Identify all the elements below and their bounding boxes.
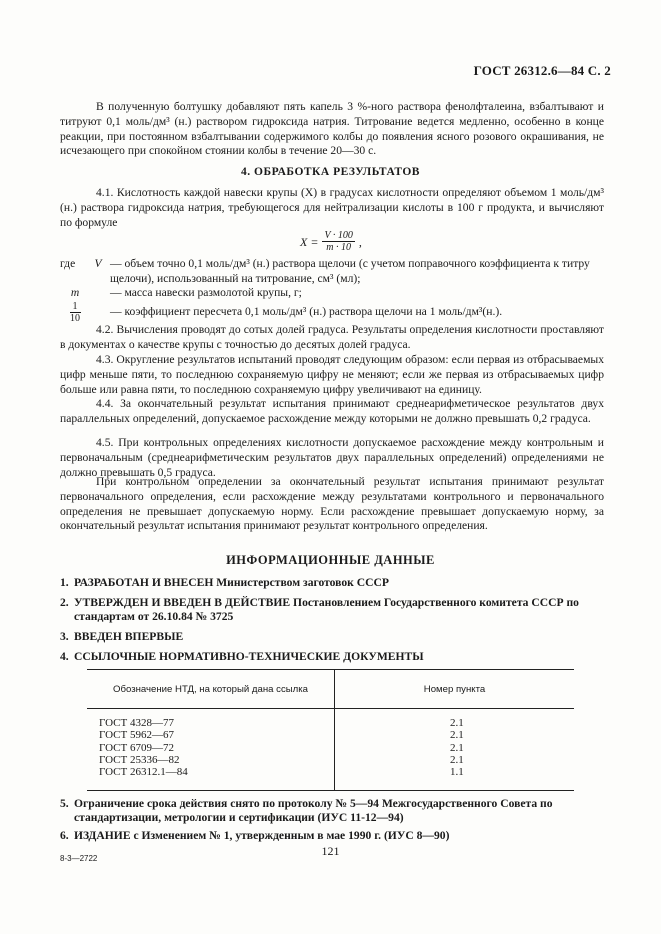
info-item (60, 797, 610, 824)
column-header-document: Обозначение НТД, на который дана ссылка (87, 670, 335, 709)
definition-v-text: — объем точно 0,1 моль/дм³ (н.) раствора щелочи (с учетом поправочного коэффициента к титру щелочи), использованный на титрование, см³ (мл); (110, 257, 590, 285)
info-item (60, 576, 610, 590)
table-cell-document: ГОСТ 6709—72 (87, 742, 335, 754)
info-item-text: Ограничение срока действия снято по протоколу № 5—94 Межгосударственного Совета по стандартизации, метрологии и сертификации (ИУС 11-12—94) (74, 797, 553, 824)
intro-paragraph: В полученную болтушку добавляют пять капель 3 %-ного раствора фенолфталеина, взбалтывают и титруют 0,1 моль/дм³ (н.) раствором гидроксида натрия. Титрование ведется медленно, особенно в конце реакции, при постоянном взбалтывании содержимого колбы до появления ясного розового окрашивания, не исчезающего при спокойном стоянии колбы в течение 20—30 с. (60, 100, 604, 158)
info-item-text: ССЫЛОЧНЫЕ НОРМАТИВНО-ТЕХНИЧЕСКИЕ ДОКУМЕНТЫ (74, 650, 424, 663)
table-cell-clause: 2.1 (450, 729, 464, 742)
info-item-text: ИЗДАНИЕ с Изменением № 1, утвержденным в мае 1990 г. (ИУС 8—90) (74, 829, 450, 842)
section-title-info: ИНФОРМАЦИОННЫЕ ДАННЫЕ (226, 553, 435, 567)
fraction-denominator: 10 (70, 312, 80, 324)
table-row (87, 729, 574, 741)
info-item (60, 630, 610, 644)
paragraph-4-2: 4.2. Вычисления проводят до сотых долей градуса. Результаты определения кислотности проставляют в документах о качестве крупы с точностью до десятых долей градуса. (60, 323, 604, 351)
formula-fraction (322, 230, 354, 254)
table-cell-clause: 1.1 (335, 766, 575, 791)
symbol-v: V (94, 257, 102, 270)
paragraph-4-4: 4.4. За окончательный результат испытания принимают среднеарифметическое результатов двух параллельных определений, допускаемое расхождение между которыми не должно превышать 0,2 градуса. (60, 397, 604, 425)
table-cell-clause: 2.1 (450, 741, 464, 754)
paragraph-4-3: 4.3. Округление результатов испытаний проводят следующим образом: если первая из отбрасываемых цифр меньше пяти, то последнюю сохраняемую цифру не меняют; если же первая из отбрасываемых цифр больше или равна пяти, то последнюю сохраняемую цифру увеличивают на единицу. (60, 353, 604, 396)
table-row (87, 709, 574, 730)
info-item (60, 829, 610, 843)
formula-tail: , (358, 234, 362, 249)
table-row (87, 766, 574, 791)
reference-documents-table (87, 669, 574, 791)
paragraph-4-1: 4.1. Кислотность каждой навески крупы (X) в градусах кислотности определяют объемом 1 моль/дм³ (н.) раствора гидроксида натрия, требующегося для нейтрализации кислоты в 100 г продукта, и вычисляют по формуле (60, 186, 604, 229)
fraction-numerator: 1 (70, 301, 81, 313)
definition-v (60, 257, 604, 286)
info-item-number: 1. (60, 576, 69, 589)
info-item-text: РАЗРАБОТАН И ВНЕСЕН Министерством заготовок СССР (74, 576, 389, 589)
acidity-formula (300, 230, 362, 254)
print-code: 8-3—2722 (60, 854, 98, 863)
info-item-number: 3. (60, 630, 69, 643)
column-header-clause: Номер пункта (335, 670, 575, 709)
table-cell-clause: 2.1 (450, 717, 464, 729)
info-list-continued (60, 797, 610, 849)
section-title-results: 4. ОБРАБОТКА РЕЗУЛЬТАТОВ (241, 166, 420, 178)
info-item-number: 6. (60, 829, 69, 842)
formula-definitions (60, 257, 604, 324)
info-item-number: 5. (60, 797, 69, 810)
formula-lhs: X = (300, 234, 319, 249)
symbol-fraction (60, 301, 90, 324)
info-item-text: ВВЕДЕН ВПЕРВЫЕ (74, 630, 184, 643)
table-cell-document: ГОСТ 26312.1—84 (87, 766, 335, 791)
info-item-text: УТВЕРЖДЕН И ВВЕДЕН В ДЕЙСТВИЕ Постановлением Государственного комитета СССР по стандартам от 26.10.84 № 3725 (74, 596, 579, 623)
symbol-m: m (70, 286, 80, 299)
formula-denominator: m · 10 (326, 242, 352, 253)
where-label: где (60, 257, 76, 270)
definition-m (60, 286, 604, 301)
table-cell-document: ГОСТ 5962—67 (87, 729, 335, 741)
definition-fraction (60, 301, 604, 324)
paragraph-4-5: 4.5. При контрольных определениях кислотности допускаемое расхождение между контрольным и первоначальным (среднеарифметическим результатов двух параллельных определений) определениями не должно превышать 0,5 градуса. (60, 436, 604, 479)
info-item (60, 650, 610, 664)
info-list (60, 576, 610, 670)
definition-fraction-text: — коэффициент пересчета 0,1 моль/дм³ (н.) раствора щелочи на 1 моль/дм³(н.). (110, 304, 503, 318)
table-header-row (87, 670, 574, 709)
paragraph-control: При контрольном определении за окончательный результат испытания принимают результат первоначального определения, если расхождение между результатами контрольного и первоначального определения не превышает допускаемую норму. Если расхождение превышает допускаемую норму, за окончательный результат испытания принимают результат контрольного определения. (60, 475, 604, 533)
table-row (87, 754, 574, 766)
page-number: 121 (321, 844, 340, 858)
info-item-number: 4. (60, 650, 69, 663)
info-item-number: 2. (60, 596, 69, 609)
table-cell-document: ГОСТ 25336—82 (87, 754, 335, 766)
definition-m-text: — масса навески размолотой крупы, г; (110, 286, 302, 299)
table-cell-clause: 2.1 (450, 753, 464, 766)
table-row (87, 742, 574, 754)
page-header: ГОСТ 26312.6—84 С. 2 (473, 63, 611, 78)
formula-numerator: V · 100 (324, 230, 353, 241)
info-item (60, 596, 610, 624)
table-cell-document: ГОСТ 4328—77 (87, 709, 335, 730)
